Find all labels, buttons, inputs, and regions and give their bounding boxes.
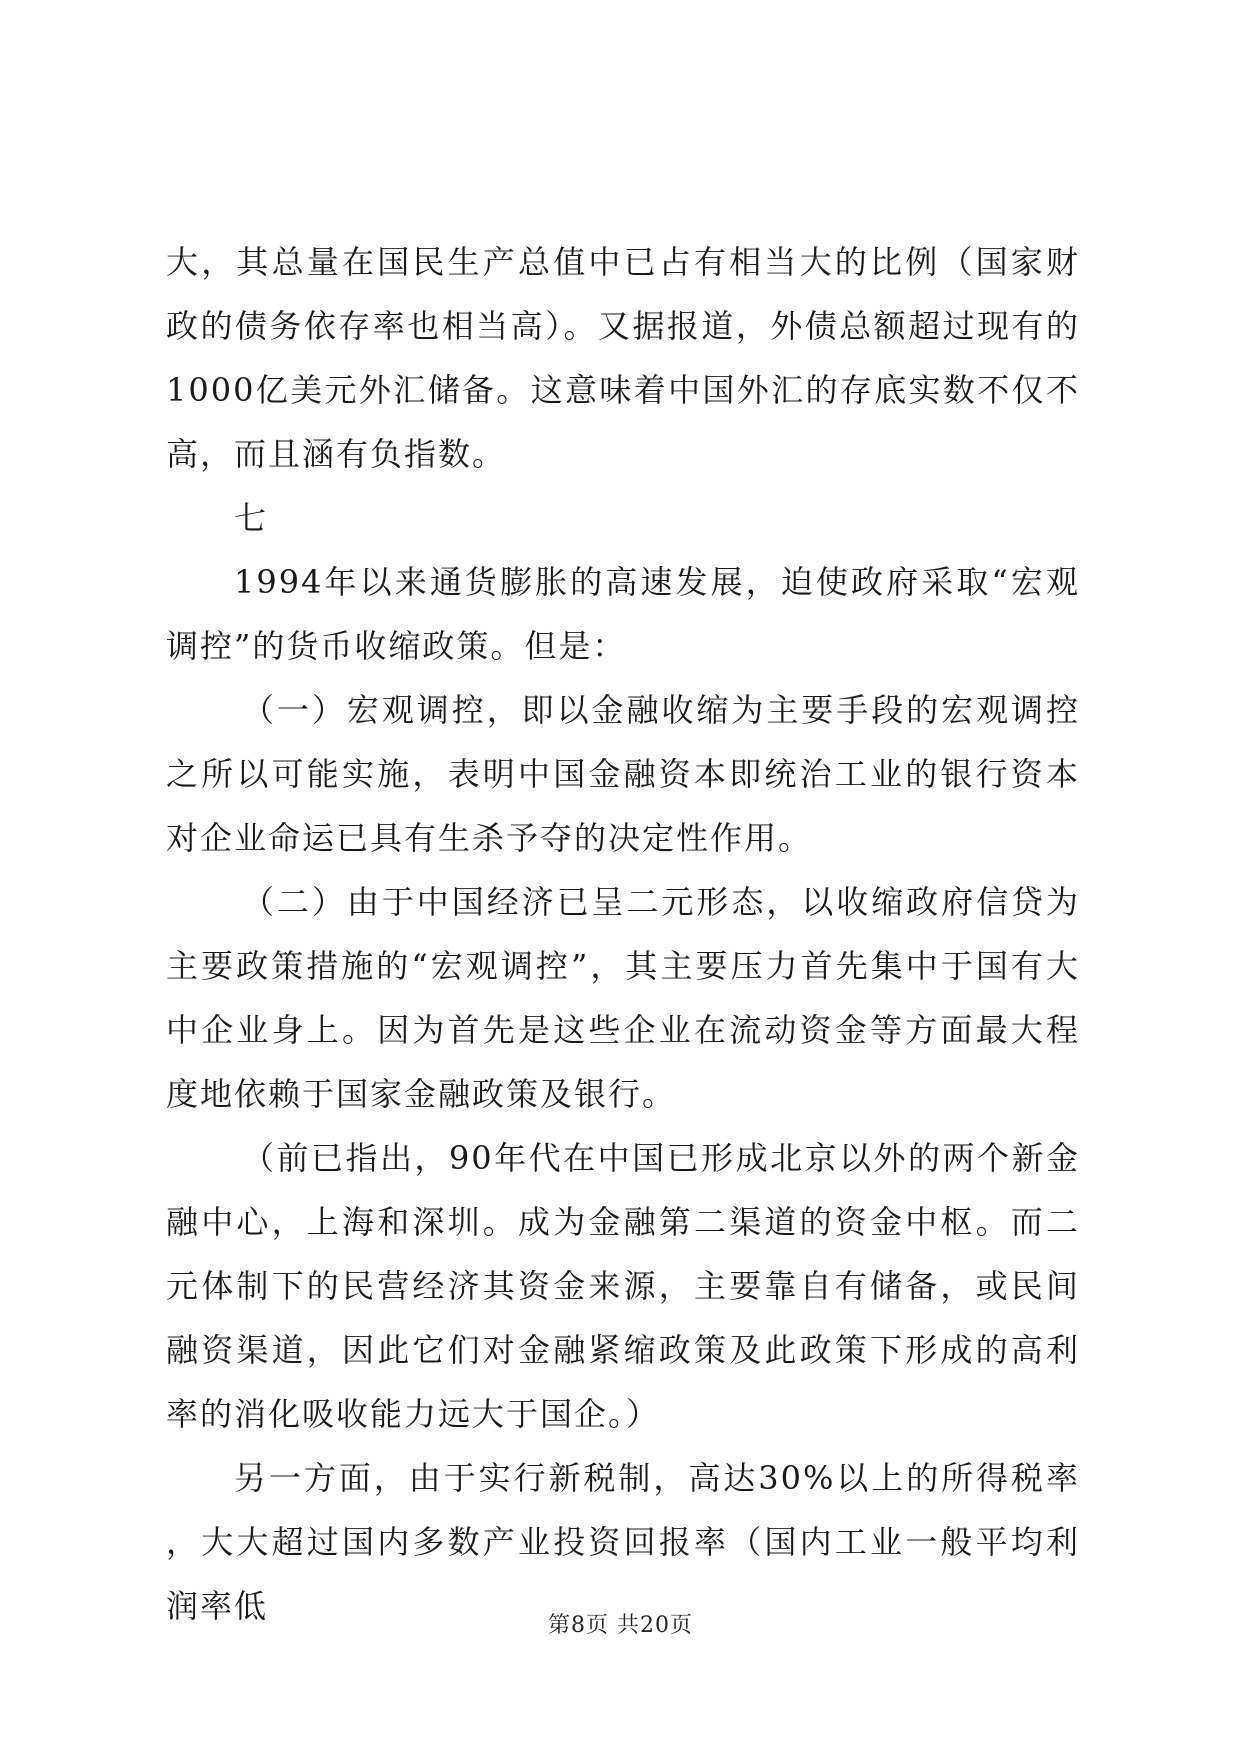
paragraph-point-one: （一）宏观调控，即以金融收缩为主要手段的宏观调控之所以可能实施，表明中国金融资本即统治工业的银行资本对企业命运已具有生杀予夺的决定性作用。 xyxy=(166,691,1080,857)
paragraph-note-financial-centers: （前已指出，90年代在中国已形成北京以外的两个新金融中心，上海和深圳。成为金融第二渠道的资金中枢。而二元体制下的民营经济其资金来源，主要靠自有储备，或民间融资渠道，因此它们对金融紧缩政策及此政策下形成的高利率的消化吸收能力远大于国企。） xyxy=(166,1139,1080,1433)
page-number-label: 第8页 共20页 xyxy=(548,1613,693,1638)
paragraph-continuation: 大，其总量在国民生产总值中已占有相当大的比例（国家财政的债务依存率也相当高）。又据报道，外债总额超过现有的1000亿美元外汇储备。这意味着中国外汇的存底实数不仅不高，而且涵有负指数。 xyxy=(166,243,1080,473)
page-footer xyxy=(0,1608,1241,1639)
paragraph-point-two: （二）由于中国经济已呈二元形态，以收缩政府信贷为主要政策措施的“宏观调控”，其主要压力首先集中于国有大中企业身上。因为首先是这些企业在流动资金等方面最大程度地依赖于国家金融政策及银行。 xyxy=(166,883,1080,1113)
section-number-seven: 七 xyxy=(234,499,269,537)
document-body xyxy=(166,230,1080,1638)
paragraph-inflation: 1994年以来通货膨胀的高速发展，迫使政府采取“宏观调控”的货币收缩政策。但是： xyxy=(166,563,1080,665)
paragraph-tax-system: 另一方面，由于实行新税制，高达30%以上的所得税率，大大超过国内多数产业投资回报率（国内工业一般平均利润率低 xyxy=(166,1459,1080,1625)
